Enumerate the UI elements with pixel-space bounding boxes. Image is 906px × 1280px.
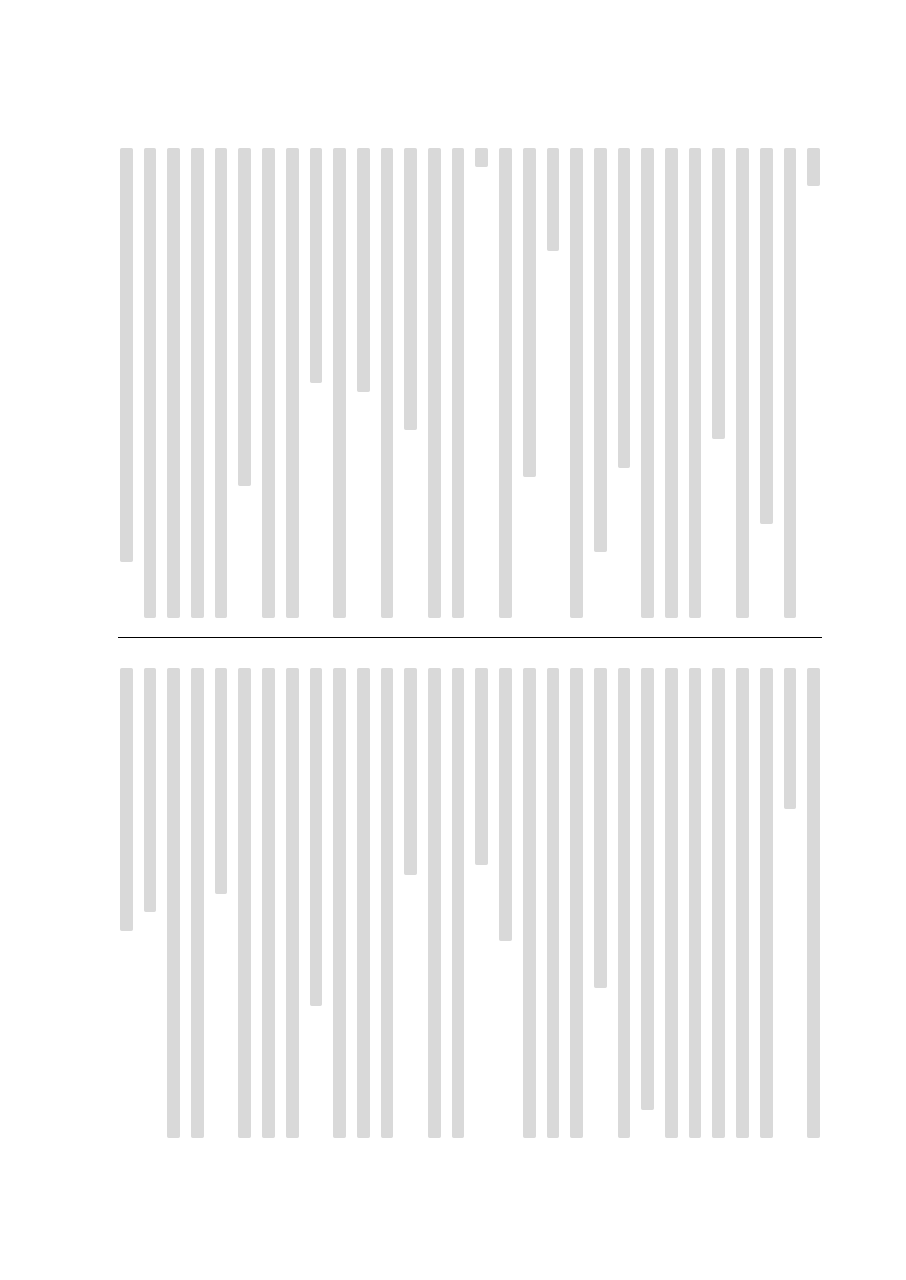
- redacted-text-column: [641, 668, 654, 1110]
- redacted-text-column: [712, 668, 725, 1138]
- redacted-text-column: [807, 668, 820, 1138]
- redacted-text-column: [144, 668, 157, 912]
- redacted-text-column: [333, 668, 346, 1138]
- redacted-text-column: [262, 668, 275, 1138]
- redacted-text-column: [784, 148, 797, 618]
- redacted-text-column: [144, 148, 157, 618]
- redacted-text-column: [404, 668, 417, 875]
- redacted-text-column: [523, 148, 536, 477]
- redacted-text-column: [357, 668, 370, 1138]
- redacted-text-column: [736, 148, 749, 618]
- top-text-panel: [120, 148, 820, 618]
- redacted-text-column: [499, 148, 512, 618]
- redacted-text-column: [618, 668, 631, 1138]
- redacted-text-column: [784, 668, 797, 809]
- redacted-text-column: [262, 148, 275, 618]
- redacted-text-column: [167, 148, 180, 618]
- redacted-text-column: [547, 668, 560, 1138]
- redacted-text-column: [807, 148, 820, 186]
- redacted-text-column: [712, 148, 725, 439]
- redacted-text-column: [404, 148, 417, 430]
- bottom-text-panel: [120, 668, 820, 1138]
- redacted-text-column: [499, 668, 512, 941]
- redacted-text-column: [120, 668, 133, 931]
- redacted-text-column: [428, 148, 441, 618]
- redacted-text-column: [286, 148, 299, 618]
- redacted-text-column: [310, 668, 323, 1006]
- redacted-text-column: [381, 148, 394, 618]
- redacted-text-column: [452, 668, 465, 1138]
- redacted-text-column: [570, 148, 583, 618]
- section-divider: [118, 637, 822, 638]
- redacted-text-column: [238, 668, 251, 1138]
- redacted-text-column: [570, 668, 583, 1138]
- redacted-text-column: [689, 668, 702, 1138]
- redacted-text-column: [760, 668, 773, 1138]
- redacted-text-column: [665, 148, 678, 618]
- redacted-text-column: [641, 148, 654, 618]
- redacted-text-column: [333, 148, 346, 618]
- redacted-text-column: [475, 668, 488, 865]
- redacted-text-column: [310, 148, 323, 383]
- redacted-text-column: [286, 668, 299, 1138]
- redacted-text-column: [547, 148, 560, 251]
- redacted-text-column: [120, 148, 133, 562]
- redacted-text-column: [191, 148, 204, 618]
- redacted-text-column: [523, 668, 536, 1138]
- redacted-text-column: [428, 668, 441, 1138]
- redacted-text-column: [736, 668, 749, 1138]
- redacted-text-column: [238, 148, 251, 486]
- redacted-text-column: [215, 148, 228, 618]
- redacted-text-column: [689, 148, 702, 618]
- redacted-text-column: [357, 148, 370, 392]
- redacted-text-column: [618, 148, 631, 468]
- redacted-text-column: [167, 668, 180, 1138]
- redacted-text-column: [191, 668, 204, 1138]
- redacted-text-column: [452, 148, 465, 618]
- redacted-text-column: [215, 668, 228, 894]
- redacted-text-column: [665, 668, 678, 1138]
- redacted-text-column: [594, 148, 607, 552]
- redacted-text-column: [475, 148, 488, 167]
- redacted-text-column: [760, 148, 773, 524]
- redacted-text-column: [381, 668, 394, 1138]
- redacted-text-column: [594, 668, 607, 988]
